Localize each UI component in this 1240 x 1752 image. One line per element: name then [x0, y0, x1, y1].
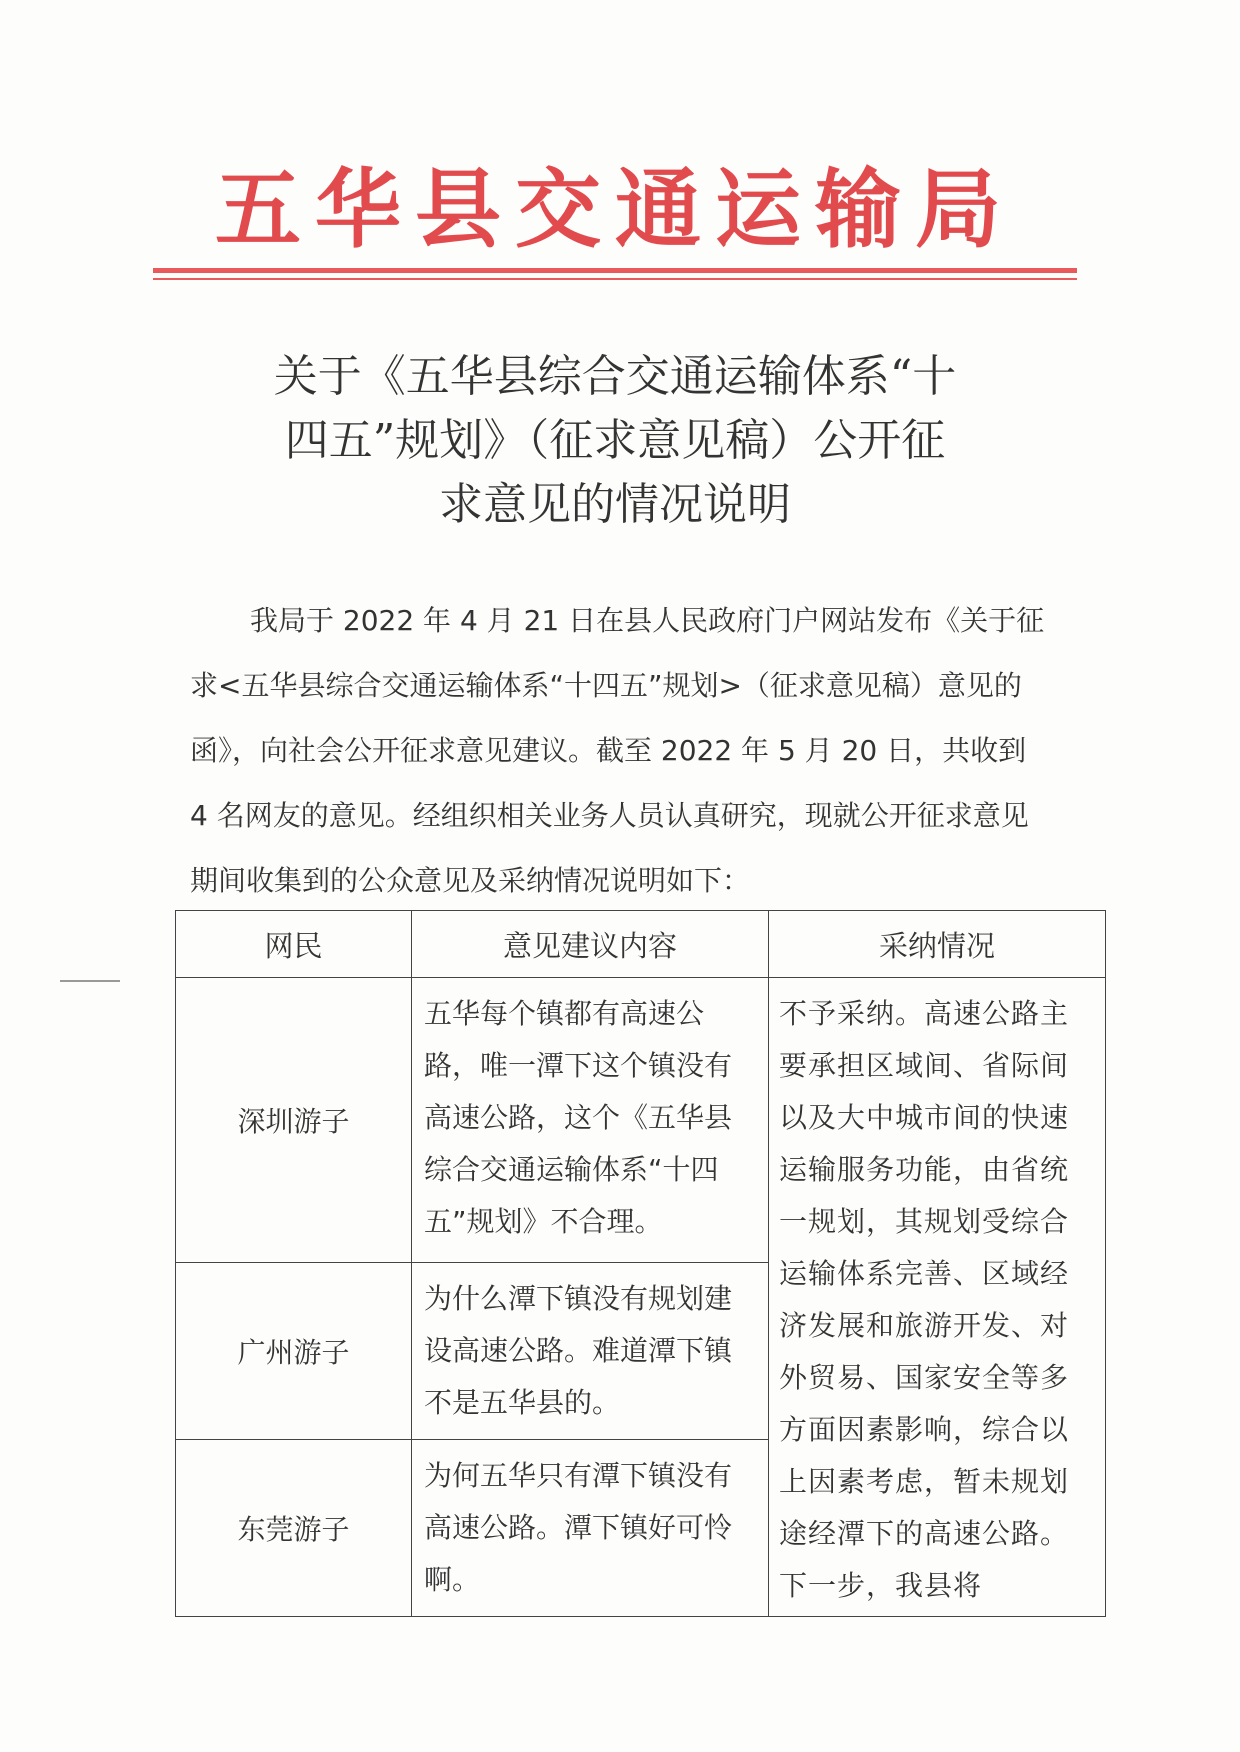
opinions-table	[175, 910, 1106, 1617]
header-content: 意见建议内容	[412, 911, 769, 978]
title-line: 四五”规划》（征求意见稿）公开征	[284, 415, 946, 466]
content-cell: 为何五华只有潭下镇没有高速公路。潭下镇好可怜啊。	[412, 1439, 769, 1616]
header-adoption: 采纳情况	[769, 911, 1106, 978]
content-cell: 为什么潭下镇没有规划建设高速公路。难道潭下镇不是五华县的。	[412, 1262, 769, 1439]
body-paragraph: 我局于 2022 年 4 月 21 日在县人民政府门户网站发布《关于征求<五华县综合交通运输体系“十四五”规划>（征求意见稿）意见的函》，向社会公开征求意见建议。截至 2022 年 5 月 20 日，共收到 4 名网友的意见。经组织相关业务人员认真研究，现就公开征求意见期间收集到的公众意见及采纳情况说明如下：	[190, 604, 1045, 897]
masthead-red-rule-thin	[153, 278, 1077, 280]
table-header-row	[176, 911, 1106, 978]
masthead-org-name: 五华县交通运输局	[215, 160, 1015, 260]
netizen-cell: 广州游子	[176, 1262, 412, 1439]
title-line: 关于《五华县综合交通运输体系“十	[273, 351, 957, 402]
title-line: 求意见的情况说明	[439, 479, 791, 530]
adoption-cell: 不予采纳。高速公路主要承担区域间、省际间以及大中城市间的快速运输服务功能，由省统一规划，其规划受综合运输体系完善、区域经济发展和旅游开发、对外贸易、国家安全等多方面因素影响，综合以上因素考虑，暂未规划途经潭下的高速公路。下一步，我县将	[769, 978, 1106, 1617]
document-title	[200, 345, 1030, 537]
table-row	[176, 978, 1106, 1263]
masthead-red-rule	[153, 268, 1077, 273]
body-paragraph-block	[190, 588, 1050, 913]
netizen-cell: 东莞游子	[176, 1439, 412, 1616]
margin-mark	[60, 980, 120, 982]
netizen-cell: 深圳游子	[176, 978, 412, 1263]
header-netizen: 网民	[176, 911, 412, 978]
content-cell: 五华每个镇都有高速公路，唯一潭下这个镇没有高速公路，这个《五华县综合交通运输体系“十四五”规划》不合理。	[412, 978, 769, 1263]
